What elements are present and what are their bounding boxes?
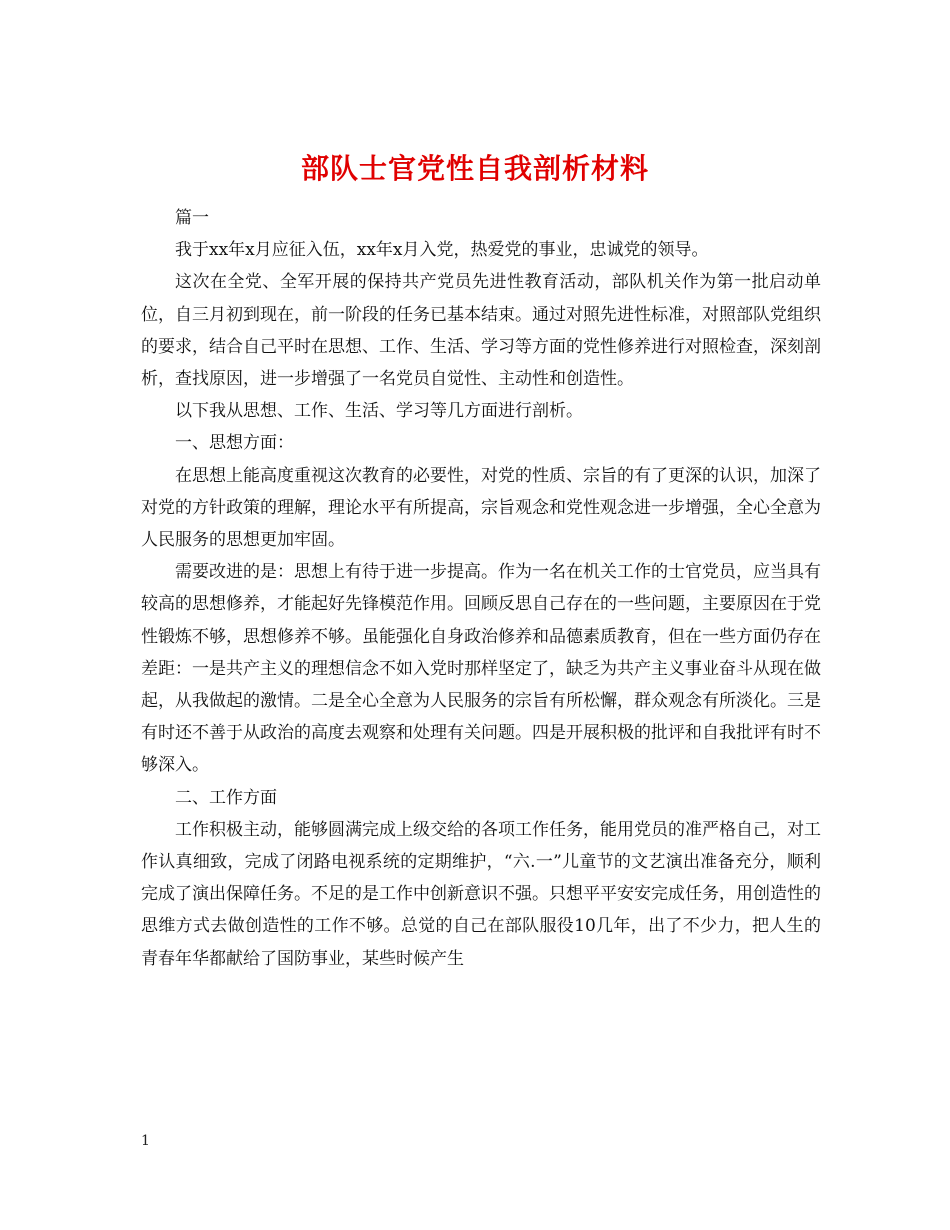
page-number: 1 <box>141 1133 150 1149</box>
paragraph: 工作积极主动，能够圆满完成上级交给的各项工作任务，能用党员的准严格自己，对工作认真细致，完成了闭路电视系统的定期维护，“六.一”儿童节的文艺演出准备充分，顺利完成了演出保障任务。不足的是工作中创新意识不强。只想平平安安完成任务，用创造性的思维方式去做创造性的工作不够。总觉的自己在部队服役10几年，出了不少力，把人生的青春年华都献给了国防事业，某些时候产生 <box>141 819 821 969</box>
document-body <box>141 202 821 975</box>
paragraph: 这次在全党、全军开展的保持共产党员先进性教育活动，部队机关作为第一批启动单位，自三月初到现在，前一阶段的任务已基本结束。通过对照先进性标准，对照部队党组织的要求，结合自己平时在思想、工作、生活、学习等方面的党性修养进行对照检查，深刻剖析，查找原因，进一步增强了一名党员自觉性、主动性和创造性。 <box>141 272 821 390</box>
paragraph: 以下我从思想、工作、生活、学习等几方面进行剖析。 <box>175 401 583 422</box>
section-heading: 二、工作方面 <box>175 787 277 808</box>
section-label: 篇一 <box>175 208 209 228</box>
section-heading: 一、思想方面： <box>175 433 294 454</box>
document-title: 部队士官党性自我剖析材料 <box>300 151 649 185</box>
paragraph: 需要改进的是：思想上有待于进一步提高。作为一名在机关工作的士官党员，应当具有较高的思想修养，才能起好先锋模范作用。回顾反思自己存在的一些问题，主要原因在于党性锻炼不够，思想修养不够。虽能强化自身政治修养和品德素质教育，但在一些方面仍存在差距：一是共产主义的理想信念不如入党时那样坚定了，缺乏为共产主义事业奋斗从现在做起，从我做起的激情。二是全心全意为人民服务的宗旨有所松懈，群众观念有所淡化。三是有时还不善于从政治的高度去观察和处理有关问题。四是开展积极的批评和自我批评有时不够深入。 <box>141 562 821 776</box>
paragraph: 在思想上能高度重视这次教育的必要性，对党的性质、宗旨的有了更深的认识，加深了对党的方针政策的理解，理论水平有所提高，宗旨观念和党性观念进一步增强，全心全意为人民服务的思想更加牢固。 <box>141 465 821 551</box>
paragraph: 我于xx年x月应征入伍，xx年x月入党，热爱党的事业，忠诚党的领导。 <box>175 240 709 261</box>
